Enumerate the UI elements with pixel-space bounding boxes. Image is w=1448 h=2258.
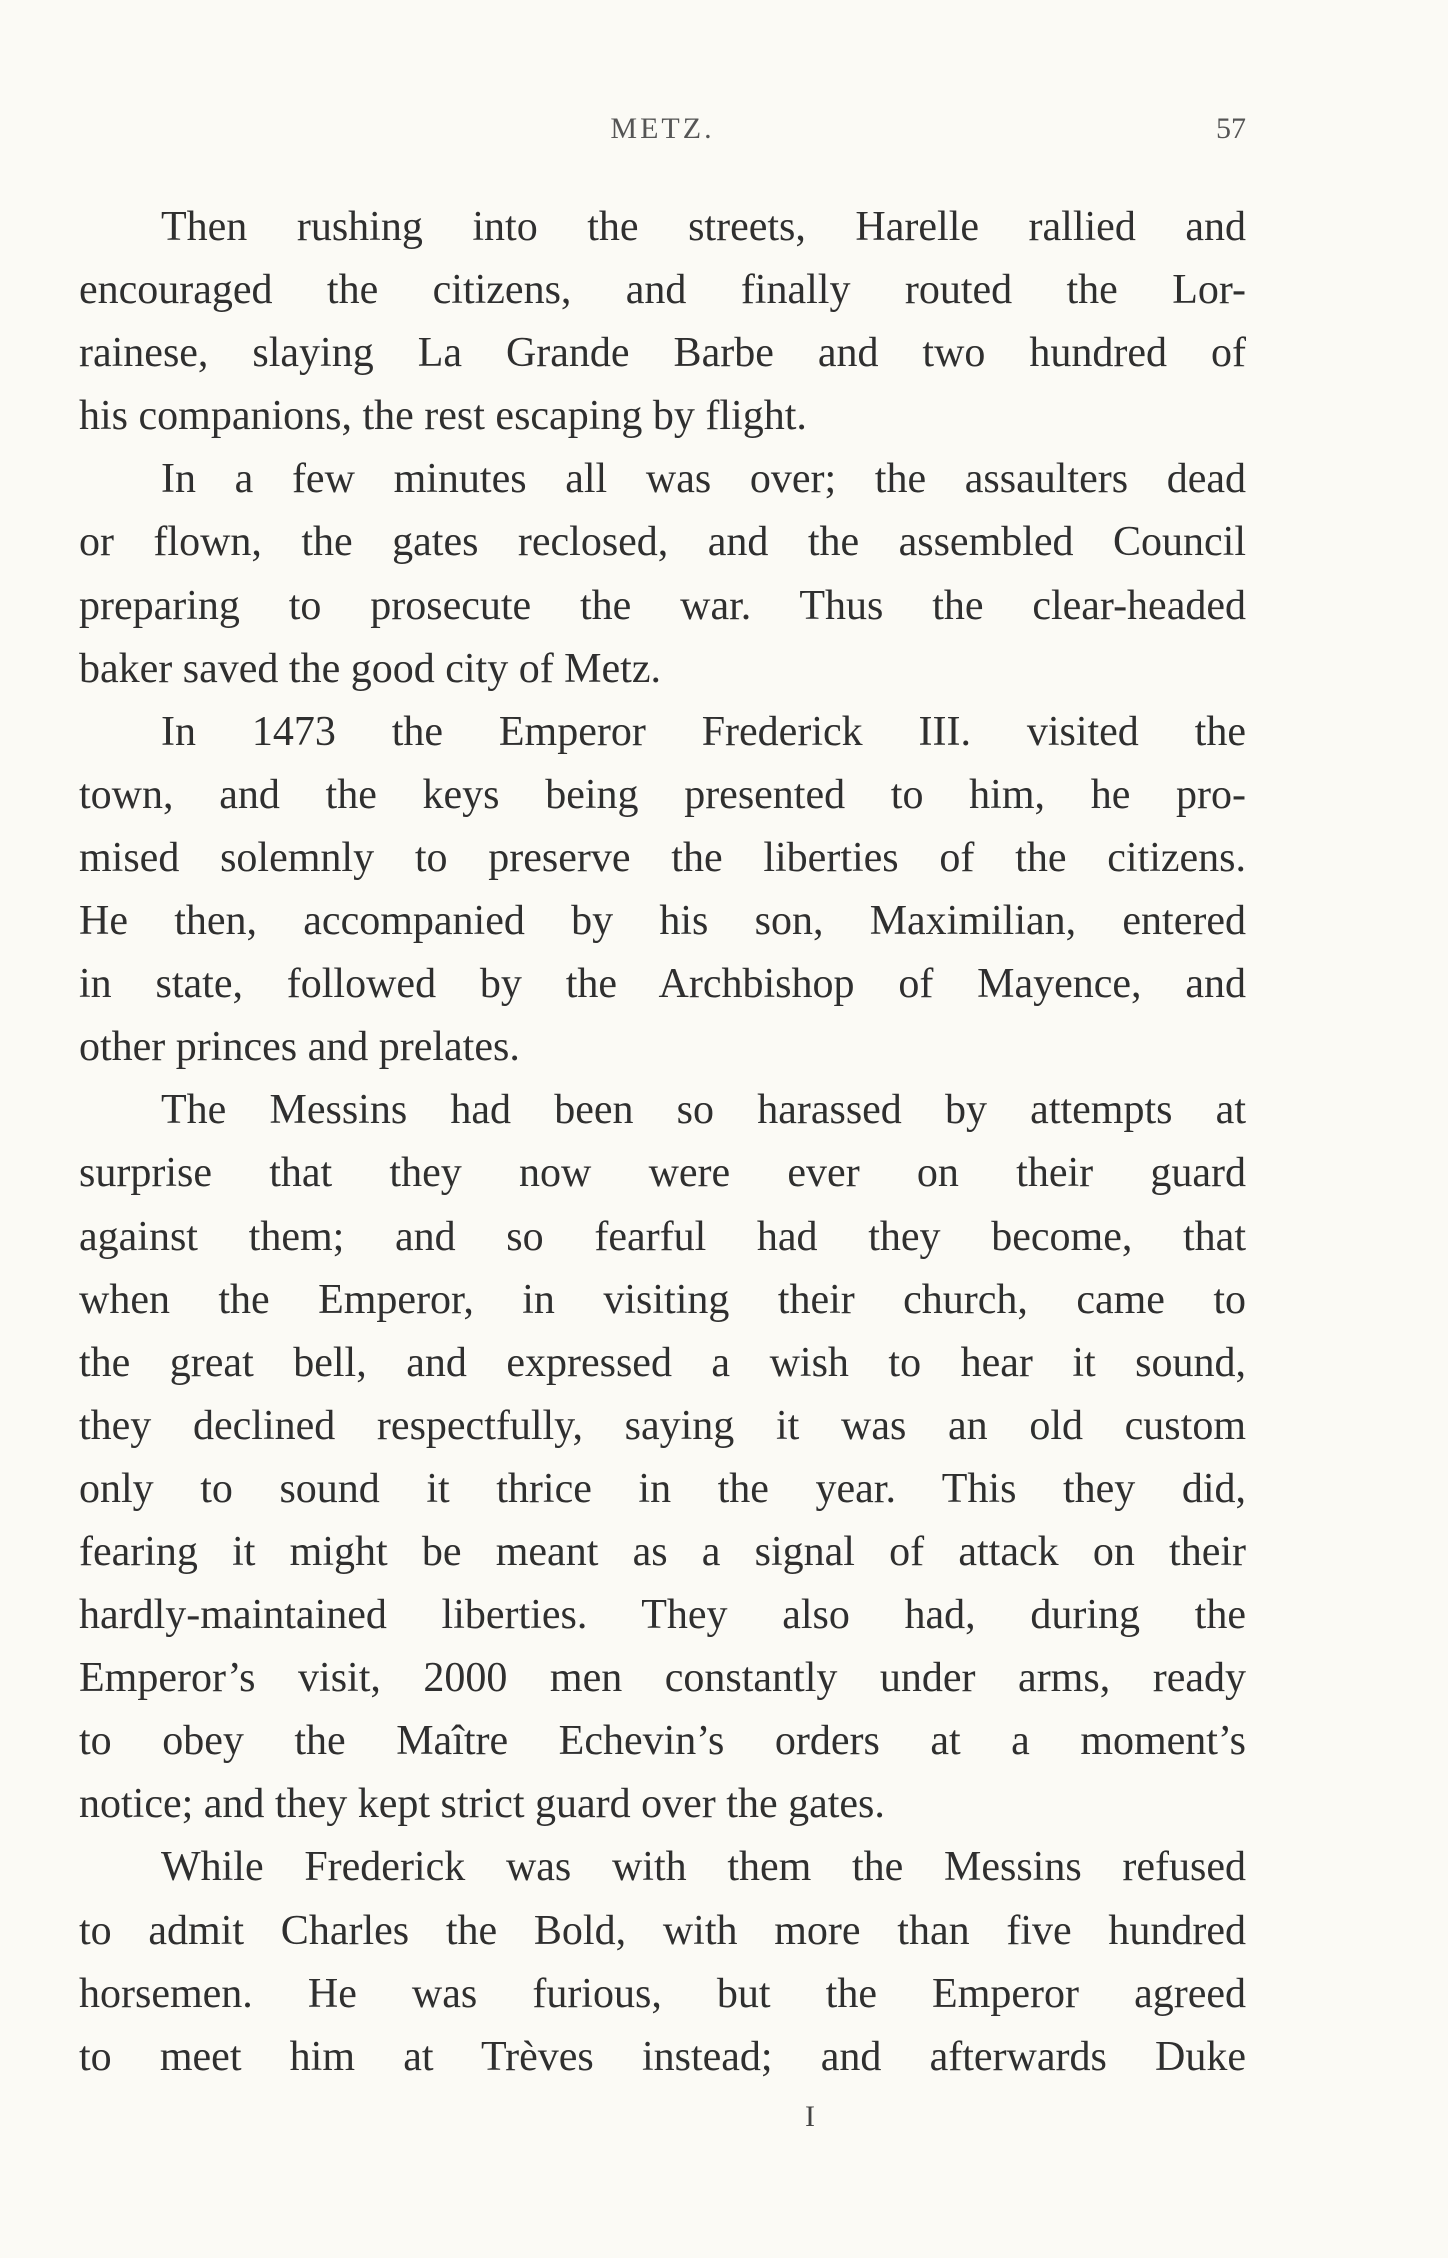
paragraph — [79, 1836, 1246, 2088]
text-line: Emperor’s visit, 2000 men constantly under arms, ready — [79, 1655, 1246, 1702]
text-line: The Messins had been so harassed by attempts at — [161, 1087, 1246, 1134]
text-line: fearing it might be meant as a signal of attack on their — [79, 1528, 1246, 1575]
text-line: other princes and prelates. — [79, 1024, 520, 1071]
page-body — [79, 196, 1246, 2089]
text-line: in state, followed by the Archbishop of Mayence, and — [79, 961, 1246, 1008]
text-line: when the Emperor, in visiting their church, came to — [79, 1276, 1246, 1323]
text-line: He then, accompanied by his son, Maximilian, entered — [79, 898, 1246, 945]
page-header — [79, 112, 1246, 152]
text-line: to obey the Maître Echevin’s orders at a moment’s — [79, 1718, 1246, 1765]
paragraph — [79, 196, 1246, 448]
paragraph — [79, 448, 1246, 700]
page-number: 57 — [1216, 112, 1246, 145]
text-line: against them; and so fearful had they become, that — [79, 1213, 1246, 1260]
text-line: While Frederick was with them the Messins refused — [161, 1844, 1246, 1891]
text-line: encouraged the citizens, and finally routed the Lor- — [79, 267, 1246, 314]
text-line: to meet him at Trèves instead; and afterwards Duke — [79, 2033, 1246, 2080]
text-line: rainese, slaying La Grande Barbe and two hundred of — [79, 330, 1246, 377]
text-line: his companions, the rest escaping by flight. — [79, 393, 807, 440]
text-line: mised solemnly to preserve the liberties of the citizens. — [79, 834, 1246, 881]
text-line: In 1473 the Emperor Frederick III. visited the — [161, 708, 1246, 755]
text-line: baker saved the good city of Metz. — [79, 645, 661, 692]
text-line: surprise that they now were ever on their guard — [79, 1150, 1246, 1197]
running-title: METZ. — [610, 112, 715, 145]
text-line: horsemen. He was furious, but the Emperor agreed — [79, 1970, 1246, 2017]
paragraph — [79, 701, 1246, 1080]
text-line: the great bell, and expressed a wish to hear it sound, — [79, 1339, 1246, 1386]
paragraph — [79, 1079, 1246, 1836]
text-line: notice; and they kept strict guard over the gates. — [79, 1781, 885, 1828]
text-line: or flown, the gates reclosed, and the assembled Council — [79, 519, 1246, 566]
text-line: town, and the keys being presented to him, he pro- — [79, 771, 1246, 818]
text-line: In a few minutes all was over; the assaulters dead — [161, 456, 1246, 503]
text-line: Then rushing into the streets, Harelle rallied and — [161, 204, 1246, 250]
text-line: hardly-maintained liberties. They also had, during the — [79, 1592, 1246, 1639]
text-line: to admit Charles the Bold, with more than five hundred — [79, 1907, 1246, 1954]
text-line: only to sound it thrice in the year. This they did, — [79, 1465, 1246, 1512]
text-line: they declined respectfully, saying it was an old custom — [79, 1402, 1246, 1449]
signature-mark: I — [805, 2100, 815, 2133]
text-line: preparing to prosecute the war. Thus the clear-headed — [79, 582, 1246, 629]
